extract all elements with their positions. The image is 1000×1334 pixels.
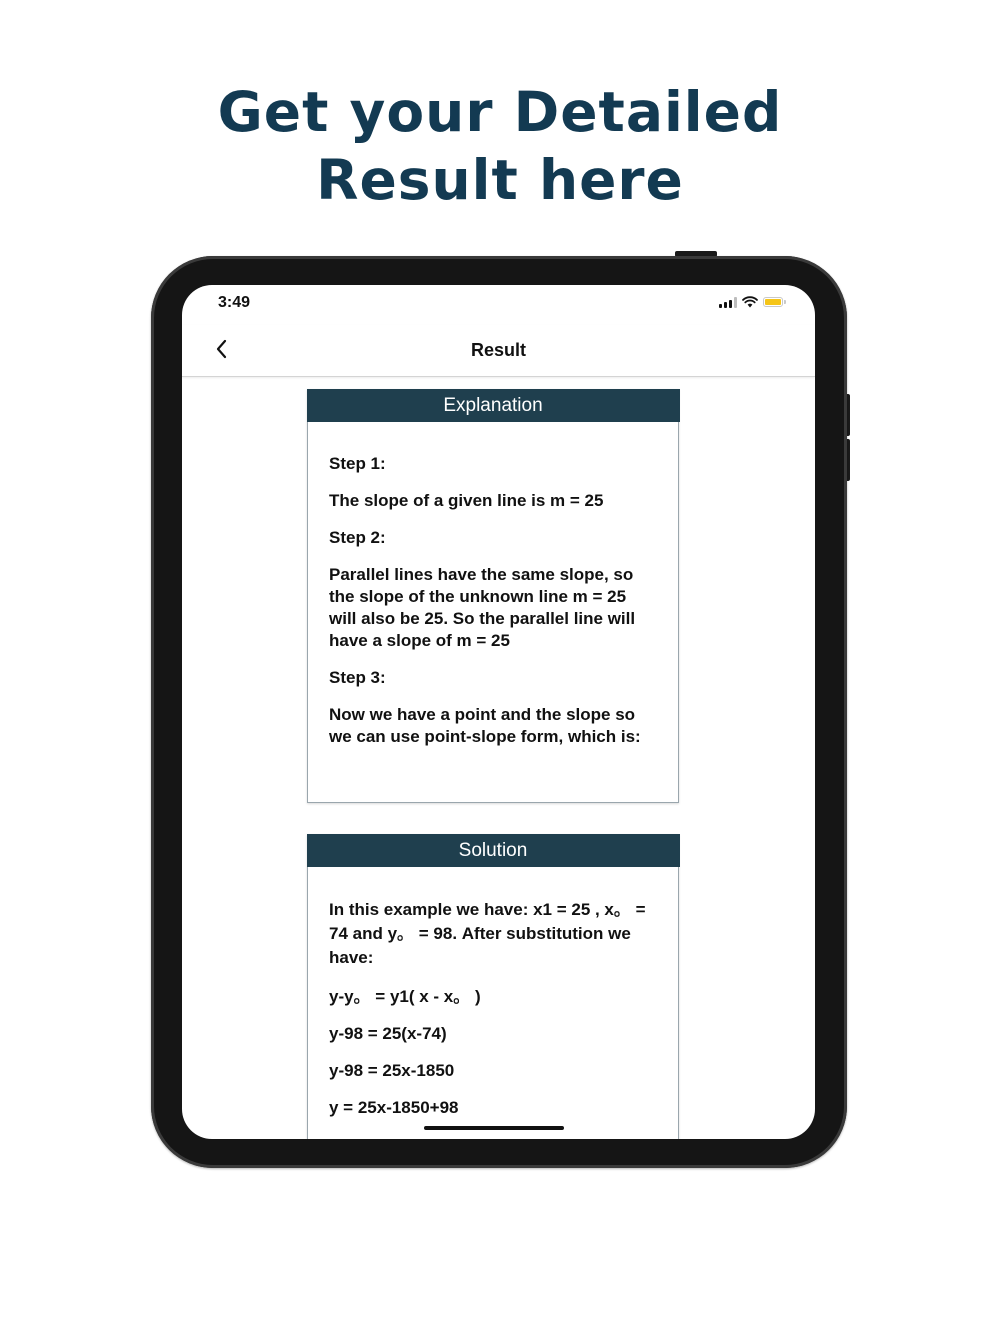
explanation-step-3-text: Now we have a point and the slope so we can use point-slope form, which is: [329,705,641,746]
page-title: Result [470,340,526,360]
status-icons [719,296,783,308]
explanation-card [307,389,679,803]
promo-headline [0,78,1000,214]
solution-intro: In this example we have: x1 = 25 , x。 = 74 and y。 = 98. After substitution we have: [329,900,646,967]
solution-line-4: y = 25x-1850+98 [329,1098,459,1117]
navigation-bar [182,325,815,377]
explanation-step-2-label: Step 2: [329,528,386,547]
solution-body [308,867,678,1119]
solution-line-1: y-y。 = y1( x - x。 ) [329,987,481,1006]
status-bar [182,285,815,325]
headline-line-2: Result here [316,148,684,212]
wifi-icon [742,296,758,308]
explanation-step-2-text: Parallel lines have the same slope, so the slope of the unknown line m = 25 will also be 25. So the parallel line will have a slope of m = 25 [329,565,636,650]
explanation-step-1-label: Step 1: [329,454,386,473]
solution-header: Solution [307,834,680,867]
solution-line-3: y-98 = 25x-1850 [329,1061,455,1080]
cellular-signal-icon [719,297,737,308]
explanation-body [308,422,678,748]
home-indicator[interactable] [424,1126,564,1130]
explanation-step-3-label: Step 3: [329,668,386,687]
battery-icon [763,297,783,307]
explanation-step-1-text: The slope of a given line is m = 25 [329,491,604,510]
tablet-screen [182,285,815,1139]
explanation-header: Explanation [307,389,680,422]
solution-card [307,834,679,1139]
headline-line-1: Get your Detailed [217,80,783,144]
solution-line-2: y-98 = 25(x-74) [329,1024,447,1043]
status-time: 3:49 [218,294,251,311]
